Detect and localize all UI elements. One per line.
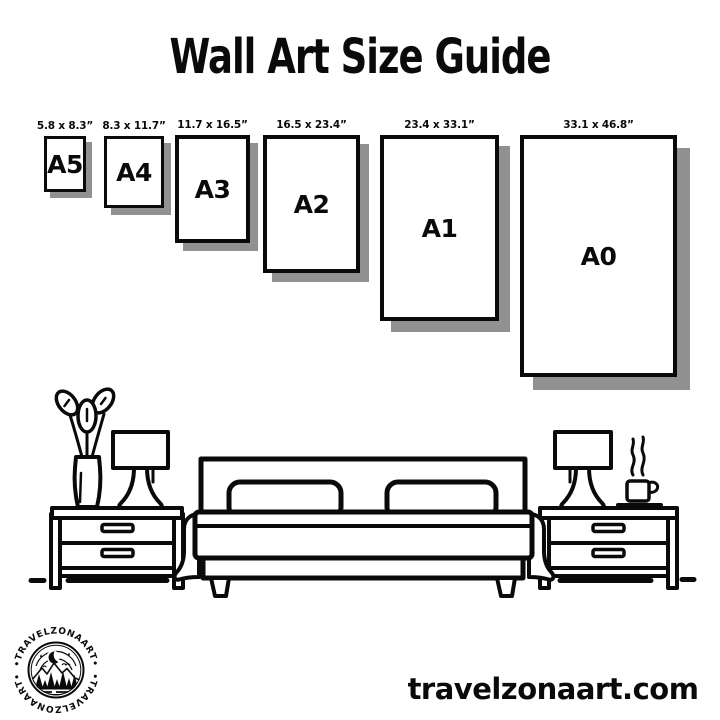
bed [175,459,554,596]
size-name-a4: A4 [116,157,152,187]
size-name-a3: A3 [194,174,231,204]
size-dimensions-a3: 11.7 x 16.5” [177,119,248,131]
logo-ring-text-top: •TRAVELZONAART• [12,626,100,668]
mattress [195,512,532,558]
bed-foot [211,578,229,596]
size-dimensions-a1: 23.4 x 33.1” [404,119,475,131]
page-title: Wall Art Size Guide [169,29,551,85]
table-lamp-right [555,432,611,508]
brand-logo [8,622,104,718]
nightstand-left [51,508,183,588]
website-url: travelzonaart.com [407,672,699,706]
bed-base [203,558,523,578]
size-name-a2: A2 [293,189,330,219]
size-name-a5: A5 [47,149,83,179]
size-name-a0: A0 [580,241,617,271]
size-name-a1: A1 [421,213,458,243]
coffee-cup [618,437,661,505]
bed-foot [497,578,515,596]
nightstand-right [540,508,677,588]
size-dimensions-a2: 16.5 x 23.4” [276,119,347,131]
logo-ring-text-bottom: •TRAVELZONAART• [12,672,100,714]
logo-emblem-scene [29,651,83,695]
vase-with-plant [52,385,118,507]
size-dimensions-a5: 5.8 x 8.3” [36,120,94,132]
table-lamp-left [113,432,168,508]
size-dimensions-a4: 8.3 x 11.7” [102,120,166,132]
size-dimensions-a0: 33.1 x 46.8” [563,119,634,131]
bird-icon [43,666,46,667]
